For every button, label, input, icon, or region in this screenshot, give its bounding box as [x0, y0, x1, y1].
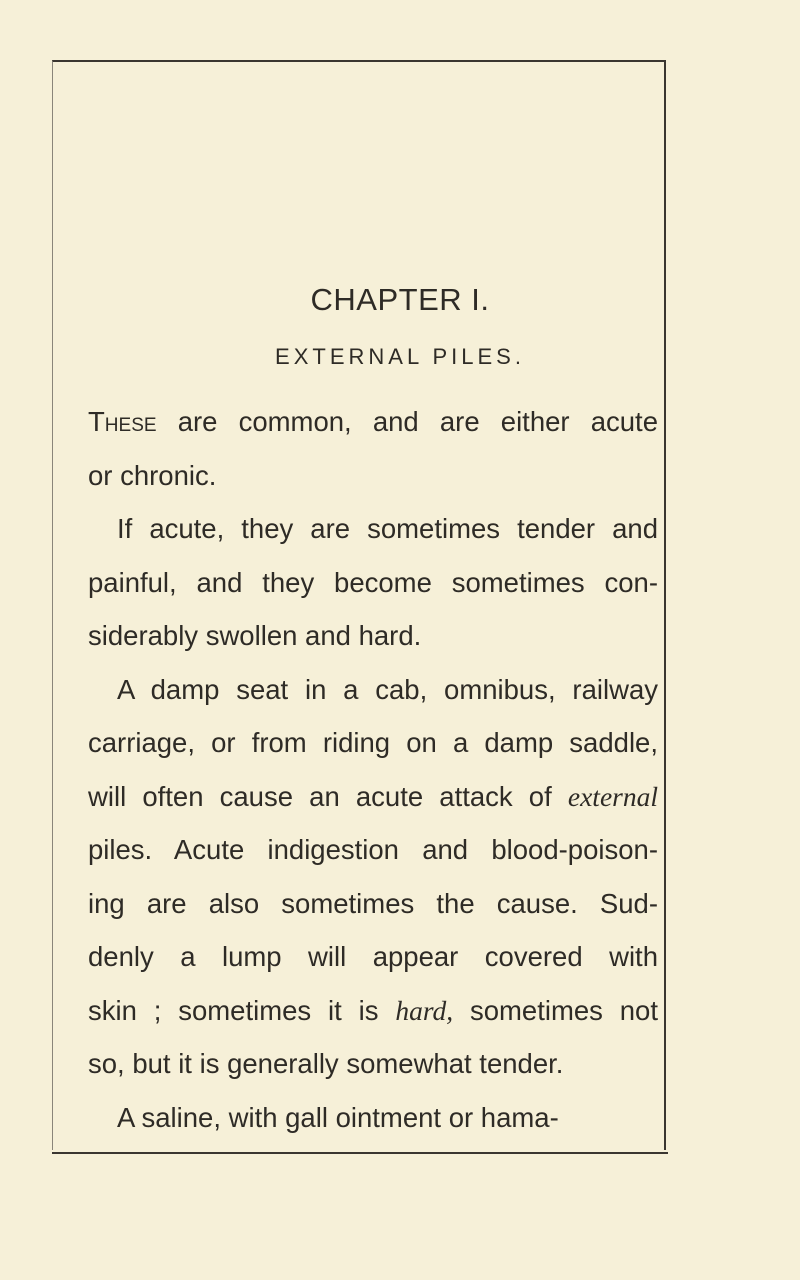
text-line: If acute, they are sometimes tender and: [117, 513, 658, 544]
text-fragment: will often cause an acute attack of: [88, 780, 568, 812]
text-line: carriage, or from riding on a damp saddle,: [88, 727, 658, 758]
body-text: [88, 395, 658, 1144]
chapter-heading: CHAPTER I.: [310, 282, 490, 317]
text-line: [88, 395, 658, 449]
lead-word: These: [88, 406, 157, 437]
text-line: siderably swollen and hard.: [88, 620, 422, 651]
section-heading: EXTERNAL PILES.: [275, 344, 525, 369]
page-frame-bottom-rule: [52, 1152, 668, 1154]
text-line: or chronic.: [88, 459, 217, 491]
text-fragment: are common, and are either acute: [156, 406, 658, 437]
italic-word: hard,: [395, 994, 454, 1026]
text-line: ing are also sometimes the cause. Sud-: [88, 887, 658, 919]
text-line: piles. Acute indigestion and blood-poison-: [88, 834, 658, 865]
italic-word: external: [567, 780, 658, 812]
text-line: so, but it is generally somewhat tender.: [88, 1048, 564, 1079]
text-line: denly a lump will appear covered with: [88, 941, 658, 972]
text-fragment: skin ; sometimes it is: [88, 994, 396, 1026]
text-line: painful, and they become sometimes con-: [88, 566, 658, 598]
text-line: A saline, with gall ointment or hama-: [117, 1101, 559, 1133]
text-line: [88, 984, 658, 1038]
text-line: A damp seat in a cab, omnibus, railway: [117, 673, 658, 705]
text-line: [88, 770, 658, 824]
text-fragment: sometimes not: [453, 994, 658, 1026]
